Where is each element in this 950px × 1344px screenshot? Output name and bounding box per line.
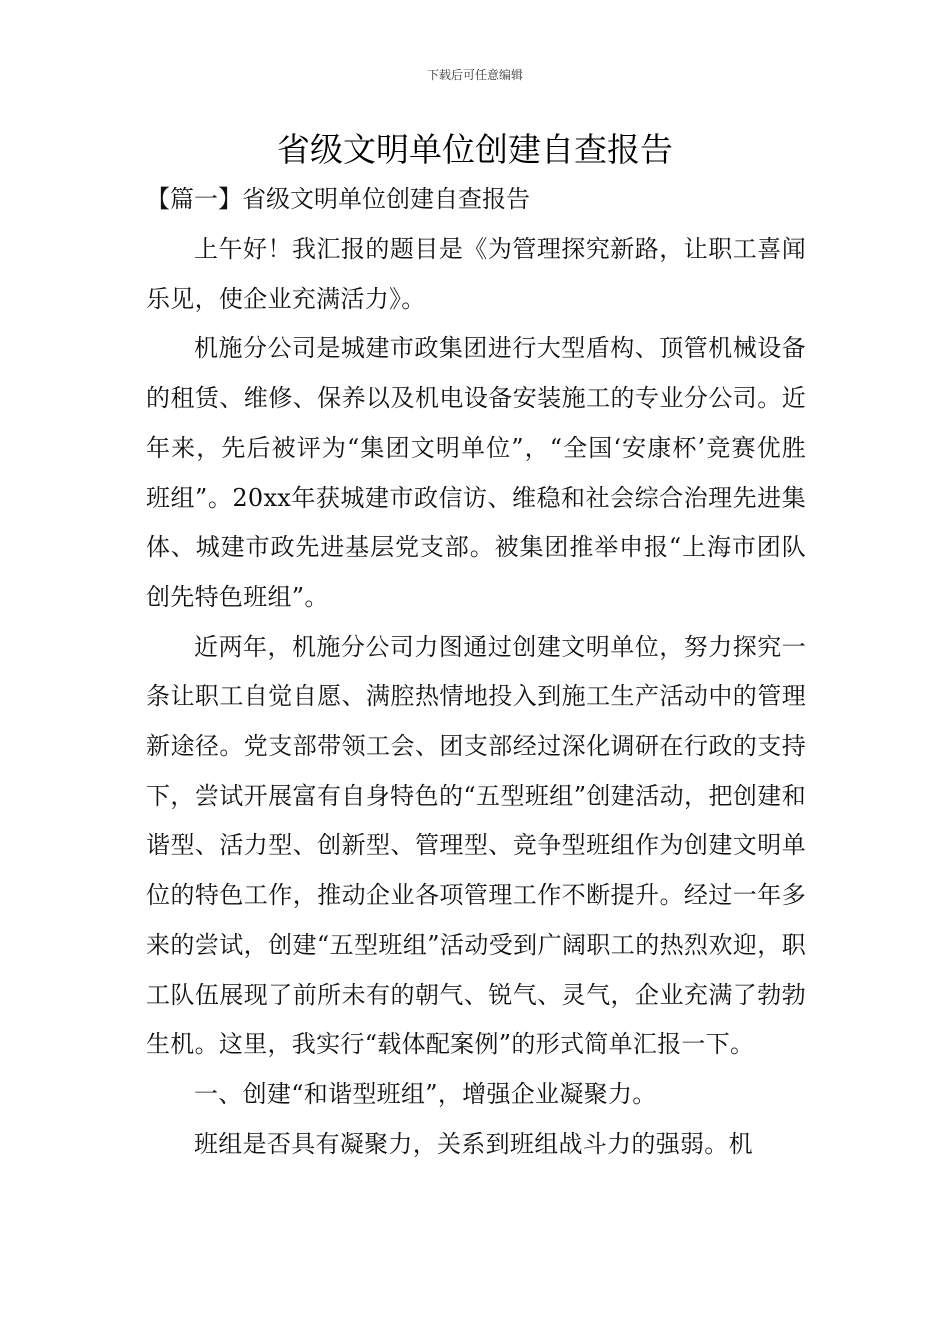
paragraph-five-type-teams: 近两年，机施分公司力图通过创建文明单位，努力探究一条让职工自觉自愿、满腔热情地投入到施工生产活动中的管理新途径。党支部带领工会、团支部经过深化调研在行政的支持下，尝试开展富有自身特色的“五型班组”创建活动，把创建和谐型、活力型、创新型、管理型、竞争型班组作为创建文明单位的特色工作，推动企业各项管理工作不断提升。经过一年多来的尝试，创建“五型班组”活动受到广阔职工的热烈欢迎，职工队伍展现了前所未有的朝气、锐气、灵气，企业充满了勃勃生机。这里，我实行“载体配案例”的形式简单汇报一下。: [146, 632, 806, 1059]
document-body: [146, 225, 806, 1169]
paragraph-company-intro: 机施分公司是城建市政集团进行大型盾构、顶管机械设备的租赁、维修、保养以及机电设备安装施工的专业分公司。近年来，先后被评为“集团文明单位”，“全国‘安康杯’竞赛优胜班组”。20xx年获城建市政信访、维稳和社会综合治理先进集体、城建市政先进基层党支部。被集团推举申报“上海市团队创先特色班组”。: [146, 334, 806, 611]
paragraph-cohesion: 班组是否具有凝聚力，关系到班组战斗力的强弱。机: [194, 1129, 753, 1158]
document-title: 省级文明单位创建自查报告: [277, 130, 673, 169]
paragraph-subheading-harmony: 一、创建“和谐型班组”，增强企业凝聚力。: [194, 1079, 657, 1108]
page-header-note: 下载后可任意编辑: [426, 68, 523, 82]
paragraph-greeting: 上午好！我汇报的题目是《为管理探究新路，让职工喜闻乐见，使企业充满活力》。: [146, 235, 806, 313]
section-heading: 【篇一】省级文明单位创建自查报告: [146, 185, 530, 213]
